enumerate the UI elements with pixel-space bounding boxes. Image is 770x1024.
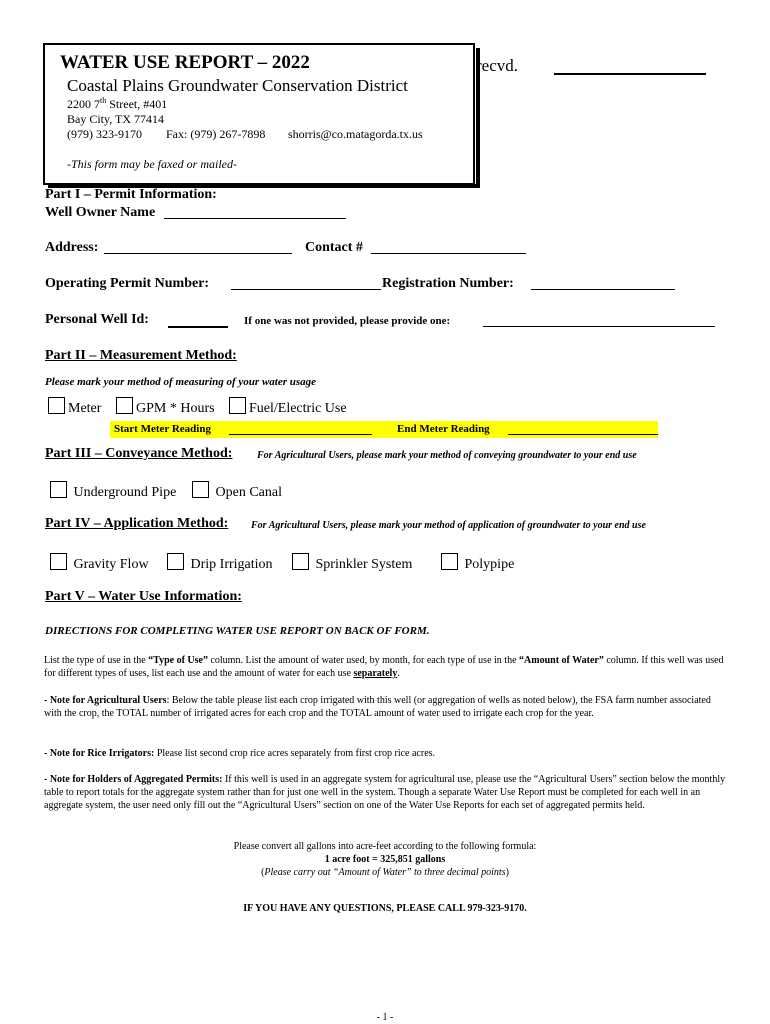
- permit-number-label: Operating Permit Number:: [45, 276, 210, 291]
- well-id-field[interactable]: [168, 326, 228, 328]
- permit-number-field[interactable]: [231, 289, 381, 290]
- part2-heading: Part II – Measurement Method:: [45, 348, 237, 363]
- district-city: Bay City, TX 77414: [67, 112, 165, 126]
- report-title: WATER USE REPORT – 2022: [60, 52, 310, 73]
- district-fax: Fax: (979) 267-7898: [166, 127, 266, 141]
- contact-label: Contact #: [305, 240, 363, 255]
- option-underground-pipe[interactable]: Underground Pipe: [50, 481, 176, 501]
- polypipe-checkbox[interactable]: [441, 553, 458, 570]
- end-meter-field[interactable]: [508, 434, 658, 435]
- district-street: 2200 7th Street, #401: [67, 96, 168, 111]
- gravity-flow-checkbox[interactable]: [50, 553, 67, 570]
- district-name: Coastal Plains Groundwater Conservation District: [67, 76, 408, 95]
- registration-number-field[interactable]: [531, 289, 675, 290]
- received-date-field[interactable]: [554, 73, 706, 75]
- part3-heading: Part III – Conveyance Method:: [45, 446, 233, 461]
- agricultural-users-note: - Note for Agricultural Users: Below the table please list each crop irrigated with this well (or aggregation of wells as noted below), the FSA farm number associated with the crop, the TOTAL number of irrigated acres for each crop and the TOTAL amount of water used to irrigate each crop for the year.: [44, 695, 711, 719]
- aggregated-permits-note: - Note for Holders of Aggregated Permits: If this well is used in an aggregate system for agricultural use, please use the “Agricultural Users” section below the monthly table to report totals for the aggregate system rather than for just one well in the system. Though a separate Water Use Report must be completed for each well in an aggregate system, the user need only fill out the “Agricultural Users” section on one of the Water Use Reports for each set of aggregated permits held.: [44, 774, 726, 811]
- type-of-use-paragraph: List the type of use in the “Type of Use” column. List the amount of water used, by month, for each type of use in the “Amount of Water” column. If this well was used for different types of uses, list each use and the amount of water for each use separately.: [44, 655, 724, 679]
- decimal-instruction: (Please carry out “Amount of Water” to three decimal points): [261, 867, 509, 878]
- conversion-formula: 1 acre foot = 325,851 gallons: [324, 854, 446, 865]
- option-polypipe[interactable]: Polypipe: [441, 553, 514, 573]
- conversion-instruction: Please convert all gallons into acre-feet according to the following formula:: [233, 841, 537, 852]
- start-meter-field[interactable]: [229, 434, 372, 435]
- owner-name-label: Well Owner Name: [45, 205, 156, 220]
- option-open-canal[interactable]: Open Canal: [192, 481, 282, 501]
- sprinkler-system-checkbox[interactable]: [292, 553, 309, 570]
- option-fuel-electric[interactable]: Fuel/Electric Use: [229, 397, 347, 417]
- part5-heading: Part V – Water Use Information:: [45, 589, 242, 604]
- owner-name-field[interactable]: [164, 218, 346, 219]
- address-field[interactable]: [104, 253, 292, 254]
- conveyance-instruction: For Agricultural Users, please mark your method of conveying groundwater to your end use: [257, 450, 637, 461]
- well-id-hint: If one was not provided, please provide one:: [244, 315, 451, 327]
- gpm-hours-checkbox[interactable]: [116, 397, 133, 414]
- received-label: recvd.: [476, 56, 519, 75]
- application-instruction: For Agricultural Users, please mark your method of application of groundwater to your end use: [251, 520, 646, 531]
- option-gpm-hours[interactable]: GPM * Hours: [116, 397, 215, 417]
- start-meter-label: Start Meter Reading: [114, 423, 211, 435]
- end-meter-label: End Meter Reading: [397, 423, 490, 435]
- open-canal-checkbox[interactable]: [192, 481, 209, 498]
- well-id-label: Personal Well Id:: [45, 312, 149, 327]
- meter-checkbox[interactable]: [48, 397, 65, 414]
- option-meter[interactable]: Meter: [48, 397, 101, 417]
- page-number: - 1 -: [376, 1012, 394, 1023]
- part1-heading: Part I – Permit Information:: [45, 187, 217, 202]
- underground-pipe-checkbox[interactable]: [50, 481, 67, 498]
- drip-irrigation-checkbox[interactable]: [167, 553, 184, 570]
- address-label: Address:: [45, 240, 99, 255]
- fax-mail-note: -This form may be faxed or mailed-: [67, 157, 237, 171]
- part4-heading: Part IV – Application Method:: [45, 516, 229, 531]
- registration-number-label: Registration Number:: [382, 276, 514, 291]
- option-gravity-flow[interactable]: Gravity Flow: [50, 553, 149, 573]
- district-phone: (979) 323-9170: [67, 127, 142, 141]
- district-email[interactable]: shorris@co.matagorda.tx.us: [288, 127, 423, 141]
- fuel-electric-checkbox[interactable]: [229, 397, 246, 414]
- option-sprinkler-system[interactable]: Sprinkler System: [292, 553, 412, 573]
- directions-heading: DIRECTIONS FOR COMPLETING WATER USE REPORT ON BACK OF FORM.: [45, 625, 430, 637]
- option-drip-irrigation[interactable]: Drip Irrigation: [167, 553, 273, 573]
- well-id-alt-field[interactable]: [483, 326, 715, 327]
- contact-field[interactable]: [371, 253, 526, 254]
- rice-irrigators-note: - Note for Rice Irrigators: Please list second crop rice acres separately from first crop rice acres.: [44, 748, 436, 759]
- questions-contact: IF YOU HAVE ANY QUESTIONS, PLEASE CALL 979-323-9170.: [243, 903, 527, 914]
- measurement-instruction: Please mark your method of measuring of your water usage: [45, 376, 317, 388]
